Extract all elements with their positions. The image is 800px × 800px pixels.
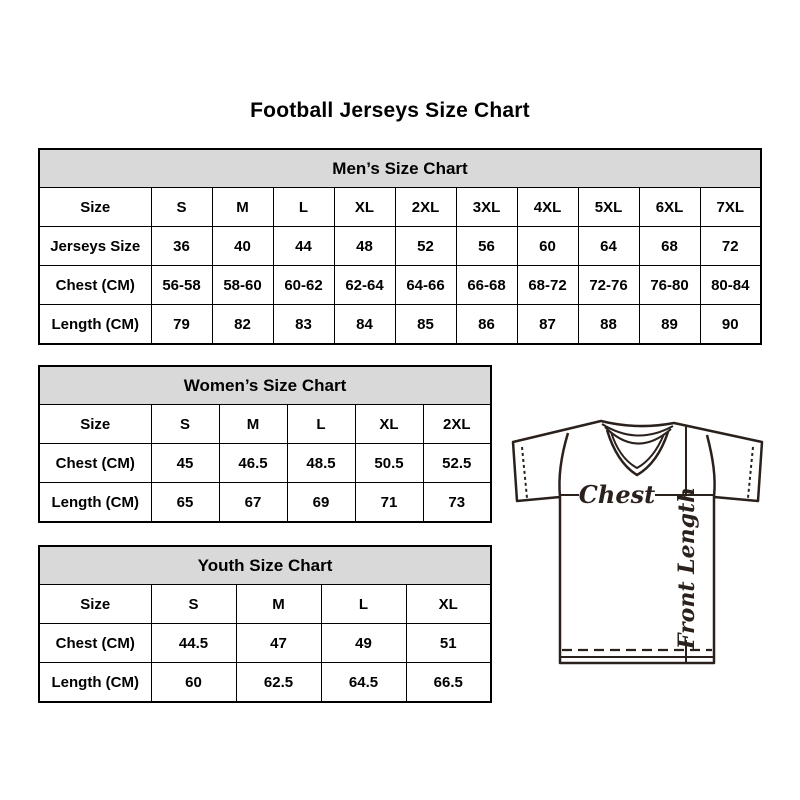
men-value-cell: 79	[151, 305, 212, 345]
women-value-cell: 67	[219, 483, 287, 523]
women-value-cell: 46.5	[219, 444, 287, 483]
men-value-cell: 60-62	[273, 266, 334, 305]
youth-table-row	[39, 585, 491, 624]
youth-value-cell: XL	[406, 585, 491, 624]
men-value-cell: 82	[212, 305, 273, 345]
youth-value-cell: 66.5	[406, 663, 491, 703]
men-table-row	[39, 188, 761, 227]
mens-size-table	[38, 148, 762, 345]
men-value-cell: 83	[273, 305, 334, 345]
men-value-cell: 7XL	[700, 188, 761, 227]
men-table-header-row	[39, 149, 761, 188]
youth-table-row	[39, 663, 491, 703]
men-value-cell: 89	[639, 305, 700, 345]
right-cuff-stitch-dashes	[748, 447, 753, 498]
men-value-cell: 48	[334, 227, 395, 266]
women-value-cell: 73	[423, 483, 491, 523]
men-value-cell: 6XL	[639, 188, 700, 227]
women-table-row	[39, 405, 491, 444]
men-row-label: Size	[39, 188, 151, 227]
youth-row-label: Length (CM)	[39, 663, 151, 703]
front-length-label-group	[672, 487, 700, 650]
right-armhole-seam	[707, 435, 715, 497]
left-armhole-seam	[559, 433, 568, 497]
men-table-title: Men’s Size Chart	[39, 149, 761, 188]
women-value-cell: L	[287, 405, 355, 444]
men-value-cell: 44	[273, 227, 334, 266]
men-row-label: Jerseys Size	[39, 227, 151, 266]
youth-value-cell: 44.5	[151, 624, 236, 663]
men-value-cell: 52	[395, 227, 456, 266]
men-value-cell: 66-68	[456, 266, 517, 305]
women-table-row	[39, 483, 491, 523]
men-value-cell: 58-60	[212, 266, 273, 305]
youth-value-cell: S	[151, 585, 236, 624]
men-value-cell: 85	[395, 305, 456, 345]
men-value-cell: M	[212, 188, 273, 227]
men-value-cell: 72	[700, 227, 761, 266]
womens-size-table	[38, 365, 492, 523]
women-value-cell: M	[219, 405, 287, 444]
men-row-label: Length (CM)	[39, 305, 151, 345]
men-value-cell: 72-76	[578, 266, 639, 305]
men-table-row	[39, 305, 761, 345]
youth-value-cell: 49	[321, 624, 406, 663]
men-value-cell: 56-58	[151, 266, 212, 305]
men-value-cell: 60	[517, 227, 578, 266]
youth-table-title: Youth Size Chart	[39, 546, 491, 585]
women-table-title: Women’s Size Chart	[39, 366, 491, 405]
youth-value-cell: 64.5	[321, 663, 406, 703]
front-length-label: Front Length	[674, 486, 700, 650]
men-value-cell: 64-66	[395, 266, 456, 305]
men-value-cell: 68-72	[517, 266, 578, 305]
women-value-cell: 69	[287, 483, 355, 523]
men-table-row	[39, 266, 761, 305]
men-value-cell: 40	[212, 227, 273, 266]
youth-value-cell: 62.5	[236, 663, 321, 703]
jersey-measurement-diagram	[505, 403, 777, 671]
men-row-label: Chest (CM)	[39, 266, 151, 305]
left-cuff-stitch-dashes	[522, 447, 527, 498]
youth-value-cell: L	[321, 585, 406, 624]
men-value-cell: 3XL	[456, 188, 517, 227]
women-value-cell: 45	[151, 444, 219, 483]
women-value-cell: 50.5	[355, 444, 423, 483]
youth-value-cell: M	[236, 585, 321, 624]
women-value-cell: 2XL	[423, 405, 491, 444]
youth-row-label: Size	[39, 585, 151, 624]
women-table-header-row	[39, 366, 491, 405]
women-value-cell: 71	[355, 483, 423, 523]
men-value-cell: L	[273, 188, 334, 227]
men-value-cell: 88	[578, 305, 639, 345]
men-table-row	[39, 227, 761, 266]
men-value-cell: 2XL	[395, 188, 456, 227]
men-value-cell: 64	[578, 227, 639, 266]
men-value-cell: 4XL	[517, 188, 578, 227]
women-value-cell: XL	[355, 405, 423, 444]
women-row-label: Chest (CM)	[39, 444, 151, 483]
youth-value-cell: 51	[406, 624, 491, 663]
youth-table-row	[39, 624, 491, 663]
women-value-cell: S	[151, 405, 219, 444]
women-row-label: Length (CM)	[39, 483, 151, 523]
men-value-cell: 76-80	[639, 266, 700, 305]
youth-size-table	[38, 545, 492, 703]
page-title: Football Jerseys Size Chart	[250, 99, 530, 122]
men-value-cell: 62-64	[334, 266, 395, 305]
men-value-cell: 56	[456, 227, 517, 266]
youth-value-cell: 47	[236, 624, 321, 663]
men-value-cell: 86	[456, 305, 517, 345]
youth-row-label: Chest (CM)	[39, 624, 151, 663]
women-value-cell: 52.5	[423, 444, 491, 483]
women-table-row	[39, 444, 491, 483]
men-value-cell: XL	[334, 188, 395, 227]
men-value-cell: S	[151, 188, 212, 227]
men-value-cell: 90	[700, 305, 761, 345]
chest-label: Chest	[578, 480, 656, 509]
men-value-cell: 87	[517, 305, 578, 345]
women-row-label: Size	[39, 405, 151, 444]
men-value-cell: 5XL	[578, 188, 639, 227]
men-value-cell: 68	[639, 227, 700, 266]
men-value-cell: 84	[334, 305, 395, 345]
jersey-outline	[513, 421, 762, 663]
women-value-cell: 48.5	[287, 444, 355, 483]
men-value-cell: 36	[151, 227, 212, 266]
men-value-cell: 80-84	[700, 266, 761, 305]
youth-table-header-row	[39, 546, 491, 585]
youth-value-cell: 60	[151, 663, 236, 703]
women-value-cell: 65	[151, 483, 219, 523]
